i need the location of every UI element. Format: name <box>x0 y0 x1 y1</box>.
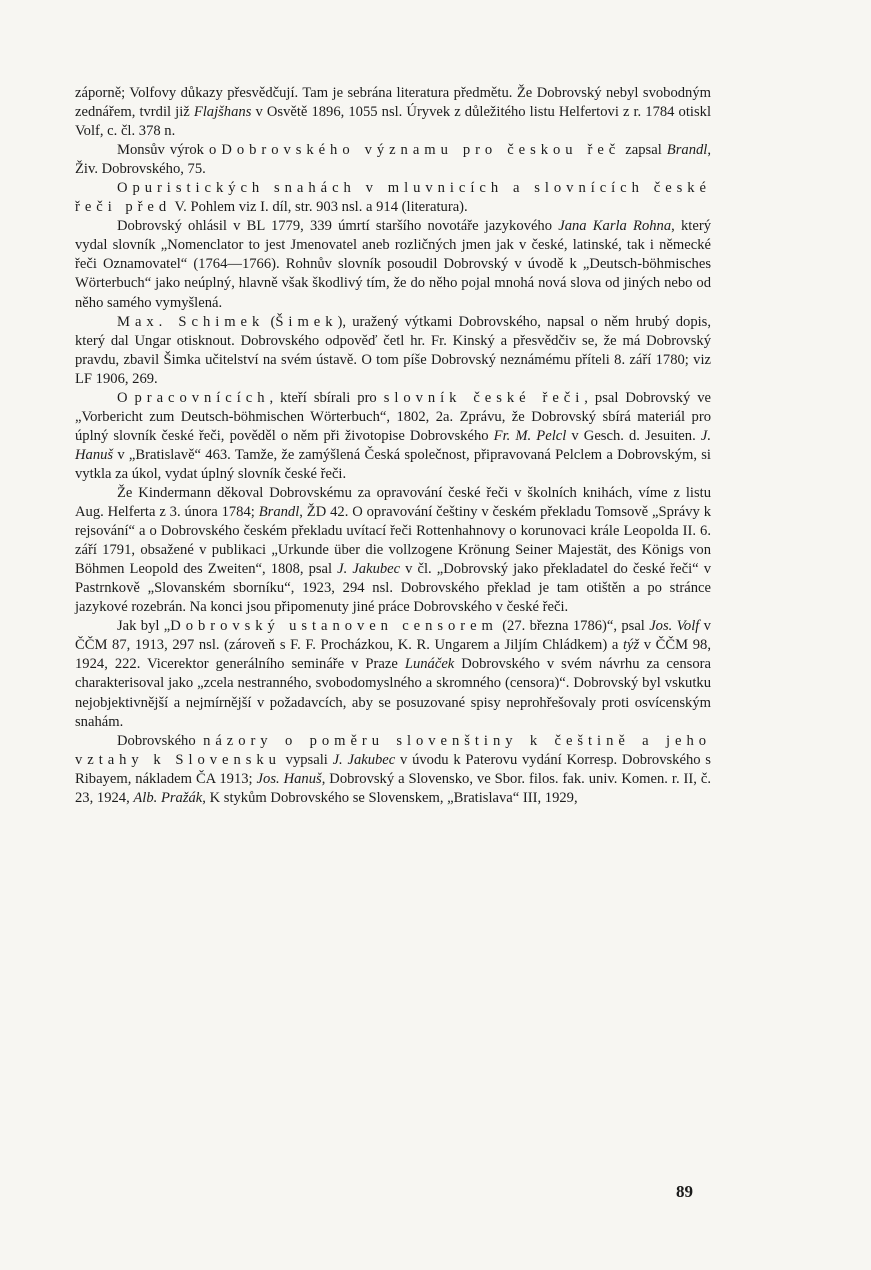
text-run: vypsali <box>280 751 333 768</box>
paragraph-6 <box>75 389 711 484</box>
spaced-emphasis-run: slovník české řeči <box>383 389 585 406</box>
text-run: v „Bratislavě“ 463. Tamže, že zamýšlená Česká společnost, připravovaná Pelclem a Dobrovským, si vytkla za úkol, vydat úplný slovník české řeči. <box>75 446 711 482</box>
text-run: , psal Dobrovský ve „Vorbericht zum Deutsch-böhmischen Wörterbuch“, 1802, 2a. Zprávu, že Dobrovský sbírá materiál pro úplný slovník české řeči, pověděl o něm při životopise Dobrovského <box>75 389 711 444</box>
italic-run: Brandl <box>666 142 708 159</box>
paragraph-4 <box>75 217 711 312</box>
italic-run: Fr. M. Pelcl <box>493 427 567 444</box>
text-run: O <box>117 389 135 406</box>
text-run: Dobrovský ohlásil v BL 1779, 339 úmrtí staršího novotáře jazykového <box>117 218 559 235</box>
text-run: zapsal <box>620 142 667 159</box>
text-run: Monsův výrok o <box>117 142 222 159</box>
text-run: v ČČM 87, 1913, 297 nsl. (zároveň s F. F. Procházkou, K. R. Ungarem a Jiljím Chládkem) a <box>75 618 711 654</box>
italic-run: Jos. Hanuš <box>256 770 322 787</box>
spaced-emphasis-run: puristických snahách v mluvnicích a slovnících české řeči před <box>75 180 711 216</box>
paragraph-3 <box>75 179 711 217</box>
text-run: Dobrovského v svém návrhu za censora charakterisoval jako „zcela nestranného, svobodomyslného a skromného (censora)“. Dobrovský byl vskutku nejobjektivnější a nejmírnější v požadavcích, aby se posuzované spisy neprohřešovaly proti osvícenským snahám. <box>75 656 712 730</box>
paragraph-2 <box>75 141 711 179</box>
text-run: v ČČM 98, 1924, 222. Vicerektor generálního semináře v Praze <box>75 637 711 673</box>
italic-run: J. Hanuš <box>75 427 711 463</box>
text-run: , K stykům Dobrovského se Slovenskem, „Bratislava“ III, 1929, <box>202 789 578 806</box>
text-run: Jak byl „ <box>117 618 171 635</box>
spaced-emphasis-run: názory o poměru slovenštiny k češtině a jeho vztahy k Slovensku <box>75 732 711 768</box>
text-run: , Dobrovský a Slovensko, ve Sbor. filos. fak. univ. Komen. r. II, č. 23, 1924, <box>75 770 711 806</box>
text-run: , kteří sbírali pro <box>269 389 384 406</box>
text-run: v Gesch. d. Jesuiten. <box>566 427 701 444</box>
text-run: ( <box>264 313 276 330</box>
spaced-emphasis-run: Šimek <box>275 313 338 330</box>
text-run: V. Pohlem viz I. díl, str. 903 nsl. a 914 (literatura). <box>171 199 468 216</box>
italic-run: Flajšhans <box>193 104 252 121</box>
text-run: v úvodu k Paterovu vydání Korresp. Dobrovského s Ribayem, nákladem ČA 1913; <box>75 751 711 787</box>
text-run: (27. března 1786)“, psal <box>497 618 650 635</box>
text-run: , Živ. Dobrovského, 75. <box>75 142 711 178</box>
page-number: 89 <box>676 1182 693 1201</box>
italic-run: Jos. Volf <box>649 618 700 635</box>
italic-run: Lunáček <box>404 656 455 673</box>
paragraph-9 <box>75 732 711 808</box>
italic-run: týž <box>622 637 640 654</box>
italic-run: Alb. Pražák <box>133 789 203 806</box>
text-run: , ŽD 42. O opravování češtiny v českém překladu Tomsově „Správy k rejsování“ a o Dobrovského českém překladu uvítací řeči Rottenhahnovy o korunovaci krále Leopolda II. 6. září 1791, obsažené v publikaci „Urkunde über die vollzogene Krönung Seiner Majestät, des Königs von Böhmen Leopold des Zweiten“, 1808, psal <box>75 504 711 578</box>
page-body <box>75 84 711 808</box>
spaced-emphasis-run: Dobrovského významu pro českou řeč <box>221 142 621 159</box>
text-run: O <box>117 180 133 197</box>
text-run: záporně; Volfovy důkazy přesvědčují. Tam je sebrána literatura předmětu. Že Dobrovský nebyl svobodným zednářem, tvrdil již <box>75 85 711 121</box>
italic-run: J. Jakubec <box>332 751 396 768</box>
paragraph-1 <box>75 84 711 141</box>
italic-run: Jana Karla Rohna <box>558 218 672 235</box>
text-run: ), uražený výtkami Dobrovského, napsal o něm hrubý dopis, který dal Ungar otisknout. Dobrovského odpověď četl hr. Fr. Kinský a přesvědčiv se, že má Dobrovský pravdu, zbavil Šimka učitelství na svém ústavě. O tom píše Dobrovský neznámému příteli 8. září 1780; viz LF 1906, 269. <box>75 313 712 387</box>
spaced-emphasis-run: Dobrovský ustanoven censorem <box>170 618 498 635</box>
text-run: , který vydal slovník „Nomenclator to jest Jmenovatel aneb rozličných jmen jak v české, latinské, tak i německé řeči Oznamovatel“ (1764—1766). Rohnův slovník posoudil Dobrovský v úvodě k „Deutsch-böhmisches Wörterbuch“ jako neúplný, hlavně však škodlivý tím, že do něho pojal mnohá nová slova od jiných nebo od něho samého vymyšlená. <box>75 218 711 311</box>
text-run: v Osvětě 1896, 1055 nsl. Úryvek z důležitého listu Helfertovi z r. 1784 otiskl Volf, c. čl. 378 n. <box>75 104 711 140</box>
italic-run: Brandl <box>258 504 300 521</box>
italic-run: J. Jakubec <box>337 561 401 578</box>
paragraph-8 <box>75 617 711 731</box>
text-run: Dobrovského <box>117 732 204 749</box>
text-run: Že Kindermann děkoval Dobrovskému za opravování české řeči v školních knihách, víme z listu Aug. Helferta z 3. února 1784; <box>75 484 711 521</box>
spaced-emphasis-run: Max. Schimek <box>117 313 265 330</box>
spaced-emphasis-run: pracovnících <box>134 389 270 406</box>
text-run: v čl. „Dobrovský jako překladatel do české řeči“ v Pastrnkově „Slovanském sborníku“, 1923, 294 nsl. Dobrovského překlad je tam otištěn a po stránce jazykové rozebrán. Na konci jsou připomenuty jiné práce Dobrovského v české řeči. <box>75 561 712 616</box>
paragraph-5 <box>75 313 711 389</box>
paragraph-7 <box>75 484 711 617</box>
